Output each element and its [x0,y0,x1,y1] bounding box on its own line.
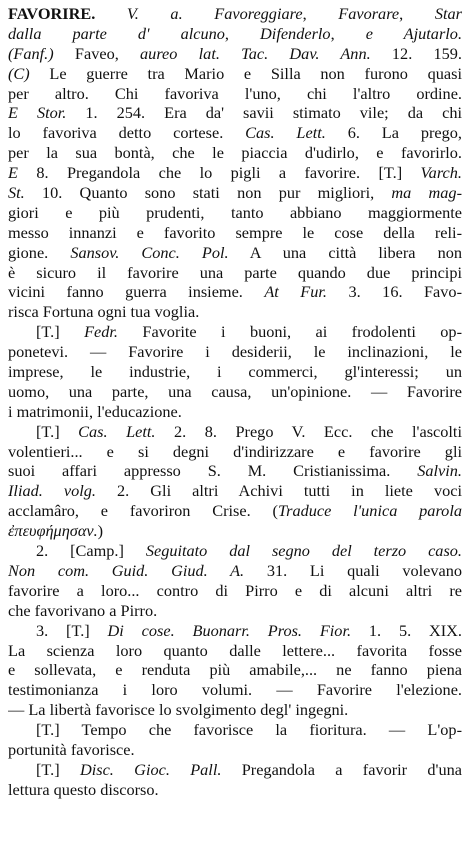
text-line: FAVORIRE. V. a. Favoreggiare, Favorare, Star [8,4,462,23]
dictionary-entry-favorire [8,4,462,800]
text-line: 3. [T.] Di cose. Buonarr. Pros. Fior. 1. 5. XIX. [36,620,462,640]
text-line: vicini fanno guerra insieme. At Fur. 3. 16. Favo- [8,282,462,302]
text-line: portunità favorisce. [8,739,135,759]
text-line: ἐπευφήμησαν.) [8,521,104,541]
text-line: testimonianza i loro volumi. — Favorire l'elezione. [8,680,462,700]
text-line: La scienza loro quanto dalle lettere... favorita fosse [8,640,462,660]
text-line: volentieri... e si degni d'indirizzare e favorire gli [8,441,462,461]
text-line: — La libertà favorisce lo svolgimento degl' ingegni. [8,700,349,720]
text-line: i matrimonii, l'educazione. [8,401,182,421]
text-line: ponetevi. — Favorire i desiderii, le inclinazioni, le [8,342,462,362]
text-line: St. 10. Quanto sono stati non pur migliori, ma mag- [8,183,462,203]
text-line: (Fanf.) Faveo, aureo lat. Tac. Dav. Ann. 12. 159. [8,43,462,63]
text-line: e sollevata, e renduta più amabile,... ne fanno piena [8,660,462,680]
text-line: lettura questo discorso. [8,779,159,799]
text-line: uomo, una parte, una causa, un'opinione. — Favorire [8,381,462,401]
text-line: E Stor. 1. 254. Era da' savii stimato vile; da chi [8,103,462,123]
text-line: 2. [Camp.] Seguitato dal segno del terzo caso. [36,541,462,561]
text-line: [T.] Disc. Gioc. Pall. Pregandola a favorir d'una [36,759,462,779]
text-line: giori e più prudenti, tanto abbiano maggiormente [8,202,462,222]
text-line: gione. Sansov. Conc. Pol. A una città libera non [8,242,462,262]
text-line: è sicuro il favorire una parte quando due principi [8,262,462,282]
text-line: E 8. Pregandola che lo pigli a favorire. [T.] Varch. [8,163,462,183]
text-line: Non com. Guid. Giud. A. 31. Li quali volevano [8,560,462,580]
text-line: [T.] Fedr. Favorite i buoni, ai frodolenti op- [36,322,462,342]
text-line: risca Fortuna ogni tua voglia. [8,302,200,322]
text-line: per la sua bontà, che le piaccia d'udirlo, e favorirlo. [8,143,462,163]
text-line: lo favoriva detto cortese. Cas. Lett. 6. La prego, [8,123,462,143]
text-line: favorire a loro... contro di Pirro e di alcuni altri re [8,580,462,600]
text-line: acclamâro, e favoriron Crise. (Traduce l'unica parola [8,501,462,521]
text-line: che favorivano a Pirro. [8,600,158,620]
text-line: dalla parte d' alcuno, Difenderlo, e Ajutarlo. [8,23,462,43]
text-line: imprese, le industrie, i commerci, gl'interessi; un [8,362,462,382]
text-line: messo innanzi e favorito sempre le cose della reli- [8,222,462,242]
text-line: (C) Le guerre tra Mario e Silla non furono quasi [8,63,462,83]
text-line: suoi affari appresso S. M. Cristianissima. Salvin. [8,461,462,481]
text-line: [T.] Tempo che favorisce la fioritura. — L'op- [36,720,462,740]
text-line: per altro. Chi favoriva l'uno, chi l'altro ordine. [8,83,462,103]
text-line: Iliad. volg. 2. Gli altri Achivi tutti in liete voci [8,481,462,501]
text-line: [T.] Cas. Lett. 2. 8. Prego V. Ecc. che l'ascolti [36,421,462,441]
